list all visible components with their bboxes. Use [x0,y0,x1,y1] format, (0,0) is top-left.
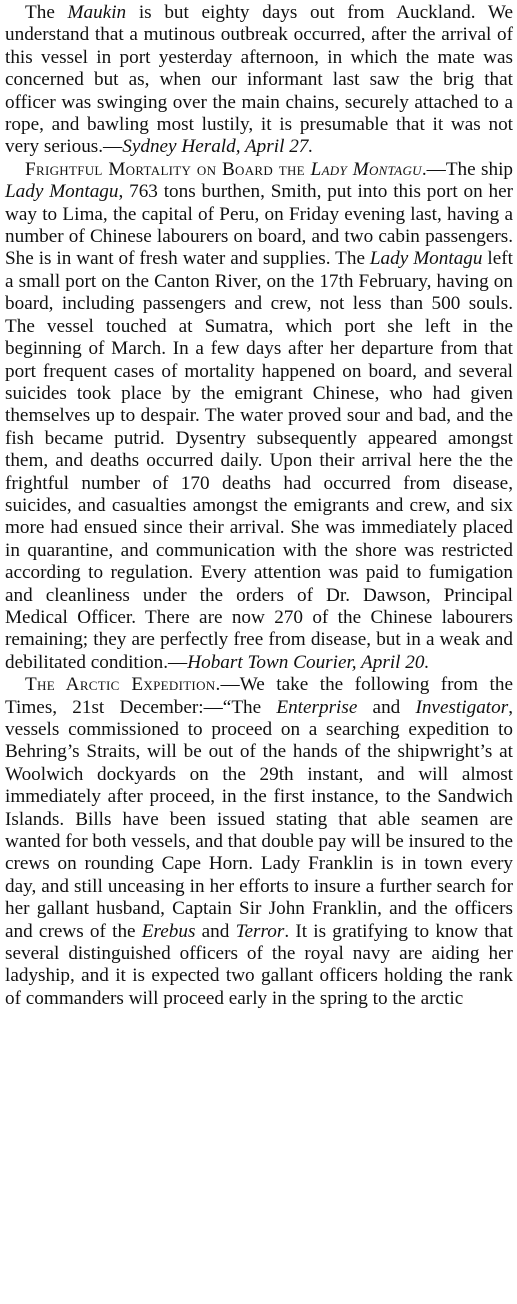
article-maukin [5,2,513,159]
ship-name-lady-montagu-1: Lady Montagu [5,181,119,203]
ship-name-investigator: Investigator [415,696,509,718]
ship-name-terror: Terror [235,920,285,942]
article-lady-montagu-dash: .—The ship [421,158,513,180]
ship-name-lady-montagu-2: Lady Montagu [369,248,483,270]
article-arctic-expedition [5,674,513,1010]
article-arctic-body-3: . It is gratifying to know that several distinguished officers of the royal navy are aiding her ladyship, and it is expected two gallant officers holding the rank of commanders will proceed early in the spring to the arctic [5,920,513,1009]
article-arctic-body-1: —We take the following from the Times, 21st December:—“The [5,674,513,718]
ship-name-enterprise: Enterprise [276,696,358,718]
ship-name-maukin: Maukin [67,2,127,23]
article-arctic-body-2: , vessels commissioned to proceed on a searching expedition to Behring’s Straits, will be out of the hands of the shipwright’s at Woolwich dockyards on the 29th instant, and will almost immediately after proceed, in the first instance, to the Sandwich Islands. Bills have been issued stating that able seamen are wanted for both vessels, and that double pay will be insured to the crews on rounding Cape Horn. Lady Franklin is in town every day, and still unceasing in her efforts to insure a further search for her gallant husband, Captain Sir John Franklin, and the officers and crews of the [5,696,513,942]
article-lady-montagu [5,159,513,674]
article-lady-montagu-body-1: , 763 tons burthen, Smith, put into this port on her way to Lima, the capital of Peru, on Friday evening last, having a number of Chinese labourers on board, and two cabin passengers. She is in want of fresh water and supplies. The [5,181,513,270]
article-maukin-body: is but eighty days out from Auckland. We understand that a mutinous outbreak occurred, after the arrival of this vessel in port yesterday afternoon, in which the mate was concerned but as, when our informant last saw the brig that officer was swinging over the main chains, securely attached to a rope, and bawling most lustily, it is presumable that it was not very serious.— [5,2,513,158]
article-arctic-and-2: and [195,920,236,942]
ship-name-erebus: Erebus [141,920,196,942]
article-lady-montagu-source: Hobart Town Courier, April 20. [187,651,430,673]
article-lady-montagu-body-2: left a small port on the Canton River, on the 17th February, having on board, including passengers and crew, not less than 500 souls. The vessel touched at Sumatra, which port she left in the beginning of March. In a few days after her departure from that port frequent cases of mortality happened on board, and several suicides took place by the emigrant Chinese, who had given themselves up to despair. The water proved sour and bad, and the fish became putrid. Dysentry subsequently appeared amongst them, and deaths occurred daily. Upon their arrival here the the frightful number of 170 deaths had occurred from disease, suicides, and casualties amongst the emigrants and crew, and six more had ensued since their arrival. She was immediately placed in quarantine, and communication with the shore was restricted according to regulation. Every attention was paid to fumigation and cleanliness under the orders of Dr. Dawson, Principal Medical Officer. There are now 270 of the Chinese labourers remaining; they are perfectly free from disease, but in a weak and debilitated condition.— [5,248,513,673]
article-lady-montagu-heading-ship: Lady Montagu [310,158,422,180]
article-lady-montagu-heading: Frightful Mortality on Board the [25,158,311,180]
article-arctic-heading: The Arctic Expedition. [25,674,221,696]
article-maukin-text-the: The [25,2,68,23]
article-arctic-and-1: and [357,696,416,718]
article-maukin-source: Sydney Herald, April 27. [122,136,314,158]
